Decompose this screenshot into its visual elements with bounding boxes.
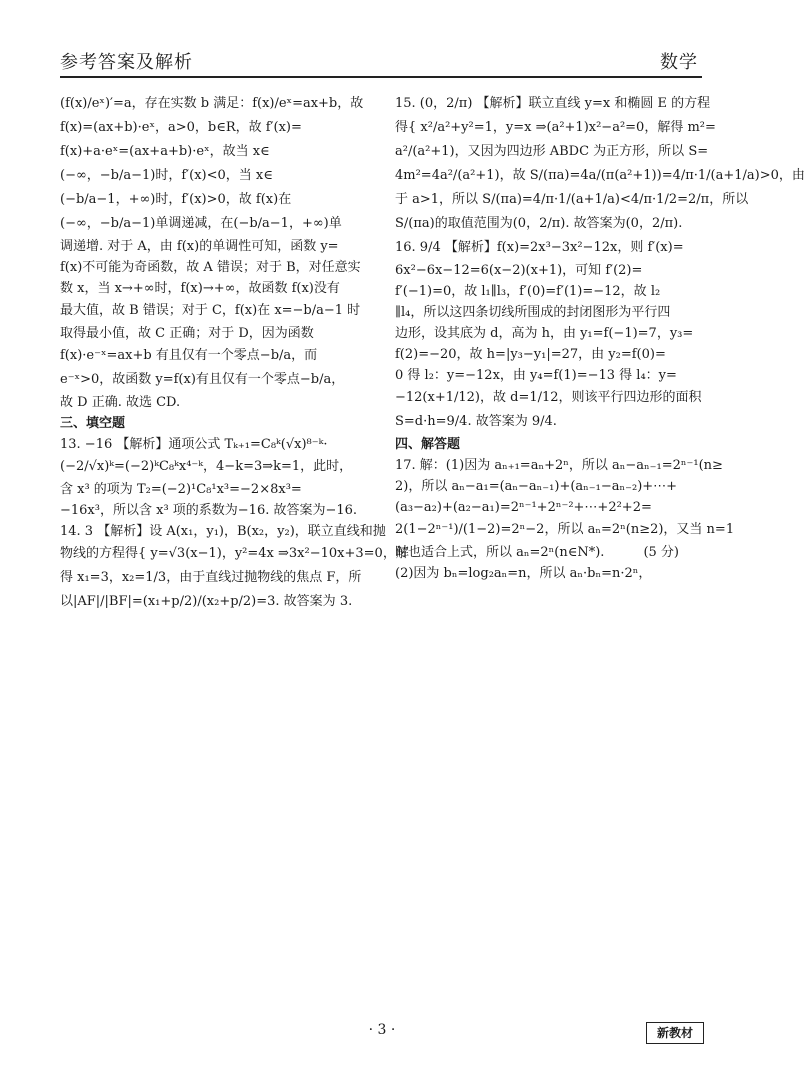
right-column [395, 92, 805, 584]
text-line: 含 x³ 的项为 T₂=(−2)¹C₈¹x³=−2×8x³= [60, 482, 302, 497]
text-line: f(x)=(ax+b)·eˣ，a>0，b∈R，故 f′(x)= [60, 120, 302, 135]
text-line: f(x)·e⁻ˣ=ax+b 有且仅有一个零点−b/a，而 [60, 348, 318, 363]
text-line: 边形，设其底为 d，高为 h，由 y₁=f(−1)=7，y₃= [395, 326, 694, 341]
text-line: 2)，所以 aₙ−a₁=(aₙ−aₙ₋₁)+(aₙ₋₁−aₙ₋₂)+⋯+ [395, 479, 678, 494]
text-line: 0 得 l₂：y=−12x，由 y₄=f(1)=−13 得 l₄：y= [395, 368, 677, 383]
text-line: 2(1−2ⁿ⁻¹)/(1−2)=2ⁿ−2，所以 aₙ=2ⁿ(n≥2)，又当 n=1 [395, 522, 735, 537]
text-line: ∥l₄，所以这四条切线所围成的封闭图形为平行四 [395, 305, 671, 320]
text-line: 6x²−6x−12=6(x−2)(x+1)，可知 f′(2)= [395, 263, 643, 278]
text-line: (a₃−a₂)+(a₂−a₁)=2ⁿ⁻¹+2ⁿ⁻²+⋯+2²+2= [395, 500, 652, 515]
text-line: 14. 3 【解析】设 A(x₁，y₁)，B(x₂，y₂)，联立直线和抛 [60, 524, 386, 539]
text-line: 13. −16 【解析】通项公式 Tₖ₊₁=C₈ᵏ(√x)⁸⁻ᵏ· [60, 437, 328, 452]
text-line: 得 x₁=3，x₂=1/3，由于直线过抛物线的焦点 F，所 [60, 570, 362, 585]
text-line: f(x)+a·eˣ=(ax+a+b)·eˣ，故当 x∈ [60, 144, 270, 159]
text-line: −12(x+1/12)，故 d=1/12，则该平行四边形的面积 [395, 390, 702, 405]
text-line: a²/(a²+1)，又因为四边形 ABDC 为正方形，所以 S= [395, 144, 709, 159]
text-line: 17. 解：(1)因为 aₙ₊₁=aₙ+2ⁿ，所以 aₙ−aₙ₋₁=2ⁿ⁻¹(n≥ [395, 458, 723, 473]
header-title: 参考答案及解析 [60, 52, 193, 73]
text-line: e⁻ˣ>0，故函数 y=f(x)有且仅有一个零点−b/a， [60, 372, 345, 387]
text-line: 15. (0，2/π) 【解析】联立直线 y=x 和椭圆 E 的方程 [395, 96, 711, 111]
text-line: (2)因为 bₙ=log₂aₙ=n，所以 aₙ·bₙ=n·2ⁿ， [395, 566, 652, 581]
text-line: (−∞，−b/a−1)时，f′(x)<0，当 x∈ [60, 168, 273, 183]
text-line: f(x)不可能为奇函数，故 A 错误；对于 B，对任意实 [60, 260, 361, 275]
section-heading: 四、解答题 [395, 437, 461, 452]
text-line: −16x³，所以含 x³ 项的系数为−16. 故答案为−16. [60, 503, 358, 518]
text-line: (−2/√x)ᵏ=(−2)ᵏC₈ᵏx⁴⁻ᵏ，4−k=3⇒k=1，此时， [60, 459, 353, 474]
text-line: 以|AF|/|BF|=(x₁+p/2)/(x₂+p/2)=3. 故答案为 3. [60, 594, 353, 609]
text-line: 时也适合上式，所以 aₙ=2ⁿ(n∈N*). (5 分) [395, 545, 679, 560]
text-line: 物线的方程得{ y=√3(x−1)，y²=4x ⇒3x²−10x+3=0，解 [60, 546, 409, 561]
header-subject: 数学 [660, 52, 698, 73]
page-header [60, 46, 702, 78]
text-line: 调递增. 对于 A，由 f(x)的单调性可知，函数 y= [60, 239, 339, 254]
left-column [60, 92, 409, 614]
text-line: 故 D 正确. 故选 CD. [60, 395, 181, 410]
text-line: (−b/a−1，+∞)时，f′(x)>0，故 f(x)在 [60, 192, 292, 207]
text-line: 于 a>1，所以 S/(πa)=4/π·1/(a+1/a)<4/π·1/2=2/π，所以 [395, 192, 749, 207]
text-line: S/(πa)的取值范围为(0，2/π). 故答案为(0，2/π). [395, 216, 683, 231]
text-line: 16. 9/4 【解析】f(x)=2x³−3x²−12x，则 f′(x)= [395, 240, 684, 255]
edition-badge: 新教材 [646, 1022, 704, 1044]
text-line: 取得最小值，故 C 正确；对于 D，因为函数 [60, 326, 314, 341]
page-number: · 3 · [368, 1022, 396, 1038]
text-line: 得{ x²/a²+y²=1，y=x ⇒(a²+1)x²−a²=0，解得 m²= [395, 120, 716, 135]
text-line: (−∞，−b/a−1)单调递减，在(−b/a−1，+∞)单 [60, 216, 342, 231]
text-line: 4m²=4a²/(a²+1)，故 S/(πa)=4a/(π(a²+1))=4/π·1/(a+1/a)>0，由 [395, 168, 805, 183]
text-line: f(2)=−20，故 h=|y₃−y₁|=27，由 y₂=f(0)= [395, 347, 666, 362]
text-line: f′(−1)=0，故 l₁∥l₃，f′(0)=f′(1)=−12，故 l₂ [395, 284, 661, 299]
text-line: 最大值，故 B 错误；对于 C，f(x)在 x=−b/a−1 时 [60, 303, 361, 318]
text-line: (f(x)/eˣ)′=a，存在实数 b 满足：f(x)/eˣ=ax+b，故 [60, 96, 364, 111]
text-line: 数 x，当 x→+∞时，f(x)→+∞，故函数 f(x)没有 [60, 281, 340, 296]
section-heading: 三、填空题 [60, 416, 126, 431]
text-line: S=d·h=9/4. 故答案为 9/4. [395, 414, 557, 429]
